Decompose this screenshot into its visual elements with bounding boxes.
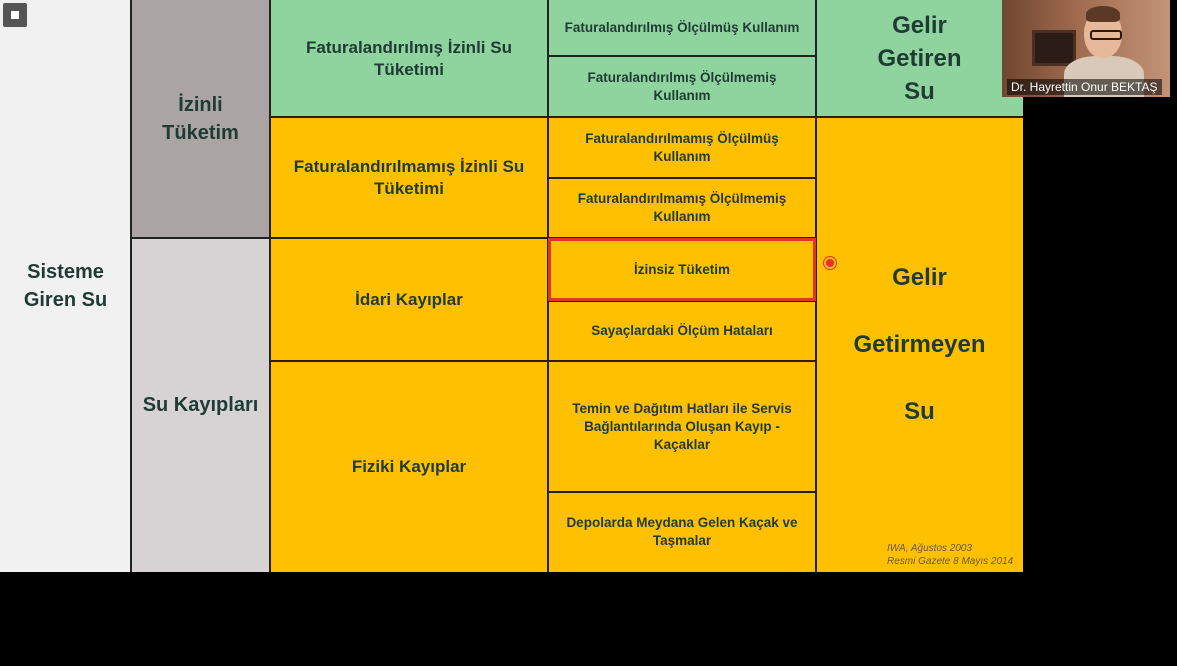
divider-h-492 — [548, 491, 816, 493]
reference-note — [887, 542, 1013, 568]
divider-h-56 — [548, 55, 816, 57]
participant-name: Dr. Hayrettin Onur BEKTAŞ — [1007, 79, 1162, 95]
participant-hair — [1086, 6, 1120, 22]
authorized-consumption-label: İzinli Tüketim — [162, 94, 239, 144]
wall-frame — [1032, 30, 1076, 66]
unbilled-metered-label: Faturalandırılmamış Ölçülmüş Kullanım — [585, 130, 779, 164]
apparent-losses-cell — [270, 238, 548, 361]
apparent-losses-label: İdari Kayıplar — [355, 289, 463, 309]
unbilled-authorized-cell — [270, 117, 548, 238]
divider-v2 — [269, 0, 271, 572]
water-losses-cell — [131, 238, 270, 572]
system-input-cell — [0, 0, 131, 572]
unbilled-authorized-label: Faturalandırılmamış İzinli Su Tüketimi — [293, 156, 525, 198]
divider-h-117 — [270, 116, 1023, 118]
divider-h-178 — [548, 177, 816, 179]
revenue-water-cell — [816, 0, 1023, 117]
water-losses-label: Su Kayıpları — [142, 394, 259, 416]
non-revenue-water-line-2: Getirmeyen — [853, 331, 986, 358]
non-revenue-water-line-1: Gelir — [892, 264, 947, 291]
participant-glasses — [1090, 30, 1122, 40]
billed-metered-cell — [548, 0, 816, 56]
divider-h-361 — [270, 360, 816, 362]
unbilled-unmetered-label: Faturalandırılmamış Ölçülmemiş Kullanım — [577, 191, 787, 224]
billed-authorized-cell — [270, 0, 548, 117]
non-revenue-water-cell — [816, 117, 1023, 572]
billed-authorized-label: Faturalandırılmış İzinli Su Tüketimi — [306, 37, 512, 79]
stop-icon — [11, 11, 19, 19]
divider-v1 — [130, 0, 132, 572]
authorized-consumption-cell — [131, 0, 270, 238]
real-losses-label: Fiziki Kayıplar — [351, 456, 467, 476]
unbilled-unmetered-cell — [548, 178, 816, 238]
billed-unmetered-cell — [548, 56, 816, 117]
unbilled-metered-cell — [548, 117, 816, 178]
billed-unmetered-label: Faturalandırılmış Ölçülmemiş Kullanım — [587, 69, 777, 103]
leaks-storage-label: Depolarda Meydana Gelen Kaçak ve Taşmalar — [566, 515, 798, 548]
reference-line-1: IWA, Ağustos 2003 — [887, 543, 973, 554]
stop-share-button[interactable] — [3, 3, 27, 27]
real-losses-cell — [270, 361, 548, 572]
revenue-water-line-2: Getiren — [877, 45, 962, 72]
system-input-label: Sisteme Giren Su — [23, 261, 108, 311]
participant-video[interactable] — [1002, 0, 1170, 97]
meter-errors-cell — [548, 301, 816, 361]
leaks-mains-cell — [548, 361, 816, 492]
highlight-box — [548, 238, 816, 301]
unauthorized-label: İzinsiz Tüketim — [633, 261, 731, 277]
revenue-water-line-1: Gelir — [892, 12, 947, 39]
leaks-mains-label: Temin ve Dağıtım Hatları ile Servis Bağlantılarında Oluşan Kayıp - Kaçaklar — [572, 400, 792, 452]
laser-pointer-dot — [826, 259, 834, 267]
meter-errors-label: Sayaçlardaki Ölçüm Hataları — [591, 323, 773, 338]
billed-metered-label: Faturalandırılmış Ölçülmüş Kullanım — [564, 20, 800, 35]
non-revenue-water-line-3: Su — [904, 398, 935, 425]
leaks-storage-cell — [548, 492, 816, 572]
revenue-water-line-3: Su — [904, 78, 935, 105]
reference-line-2: Resmi Gazete 8 Mayıs 2014 — [887, 556, 1014, 567]
